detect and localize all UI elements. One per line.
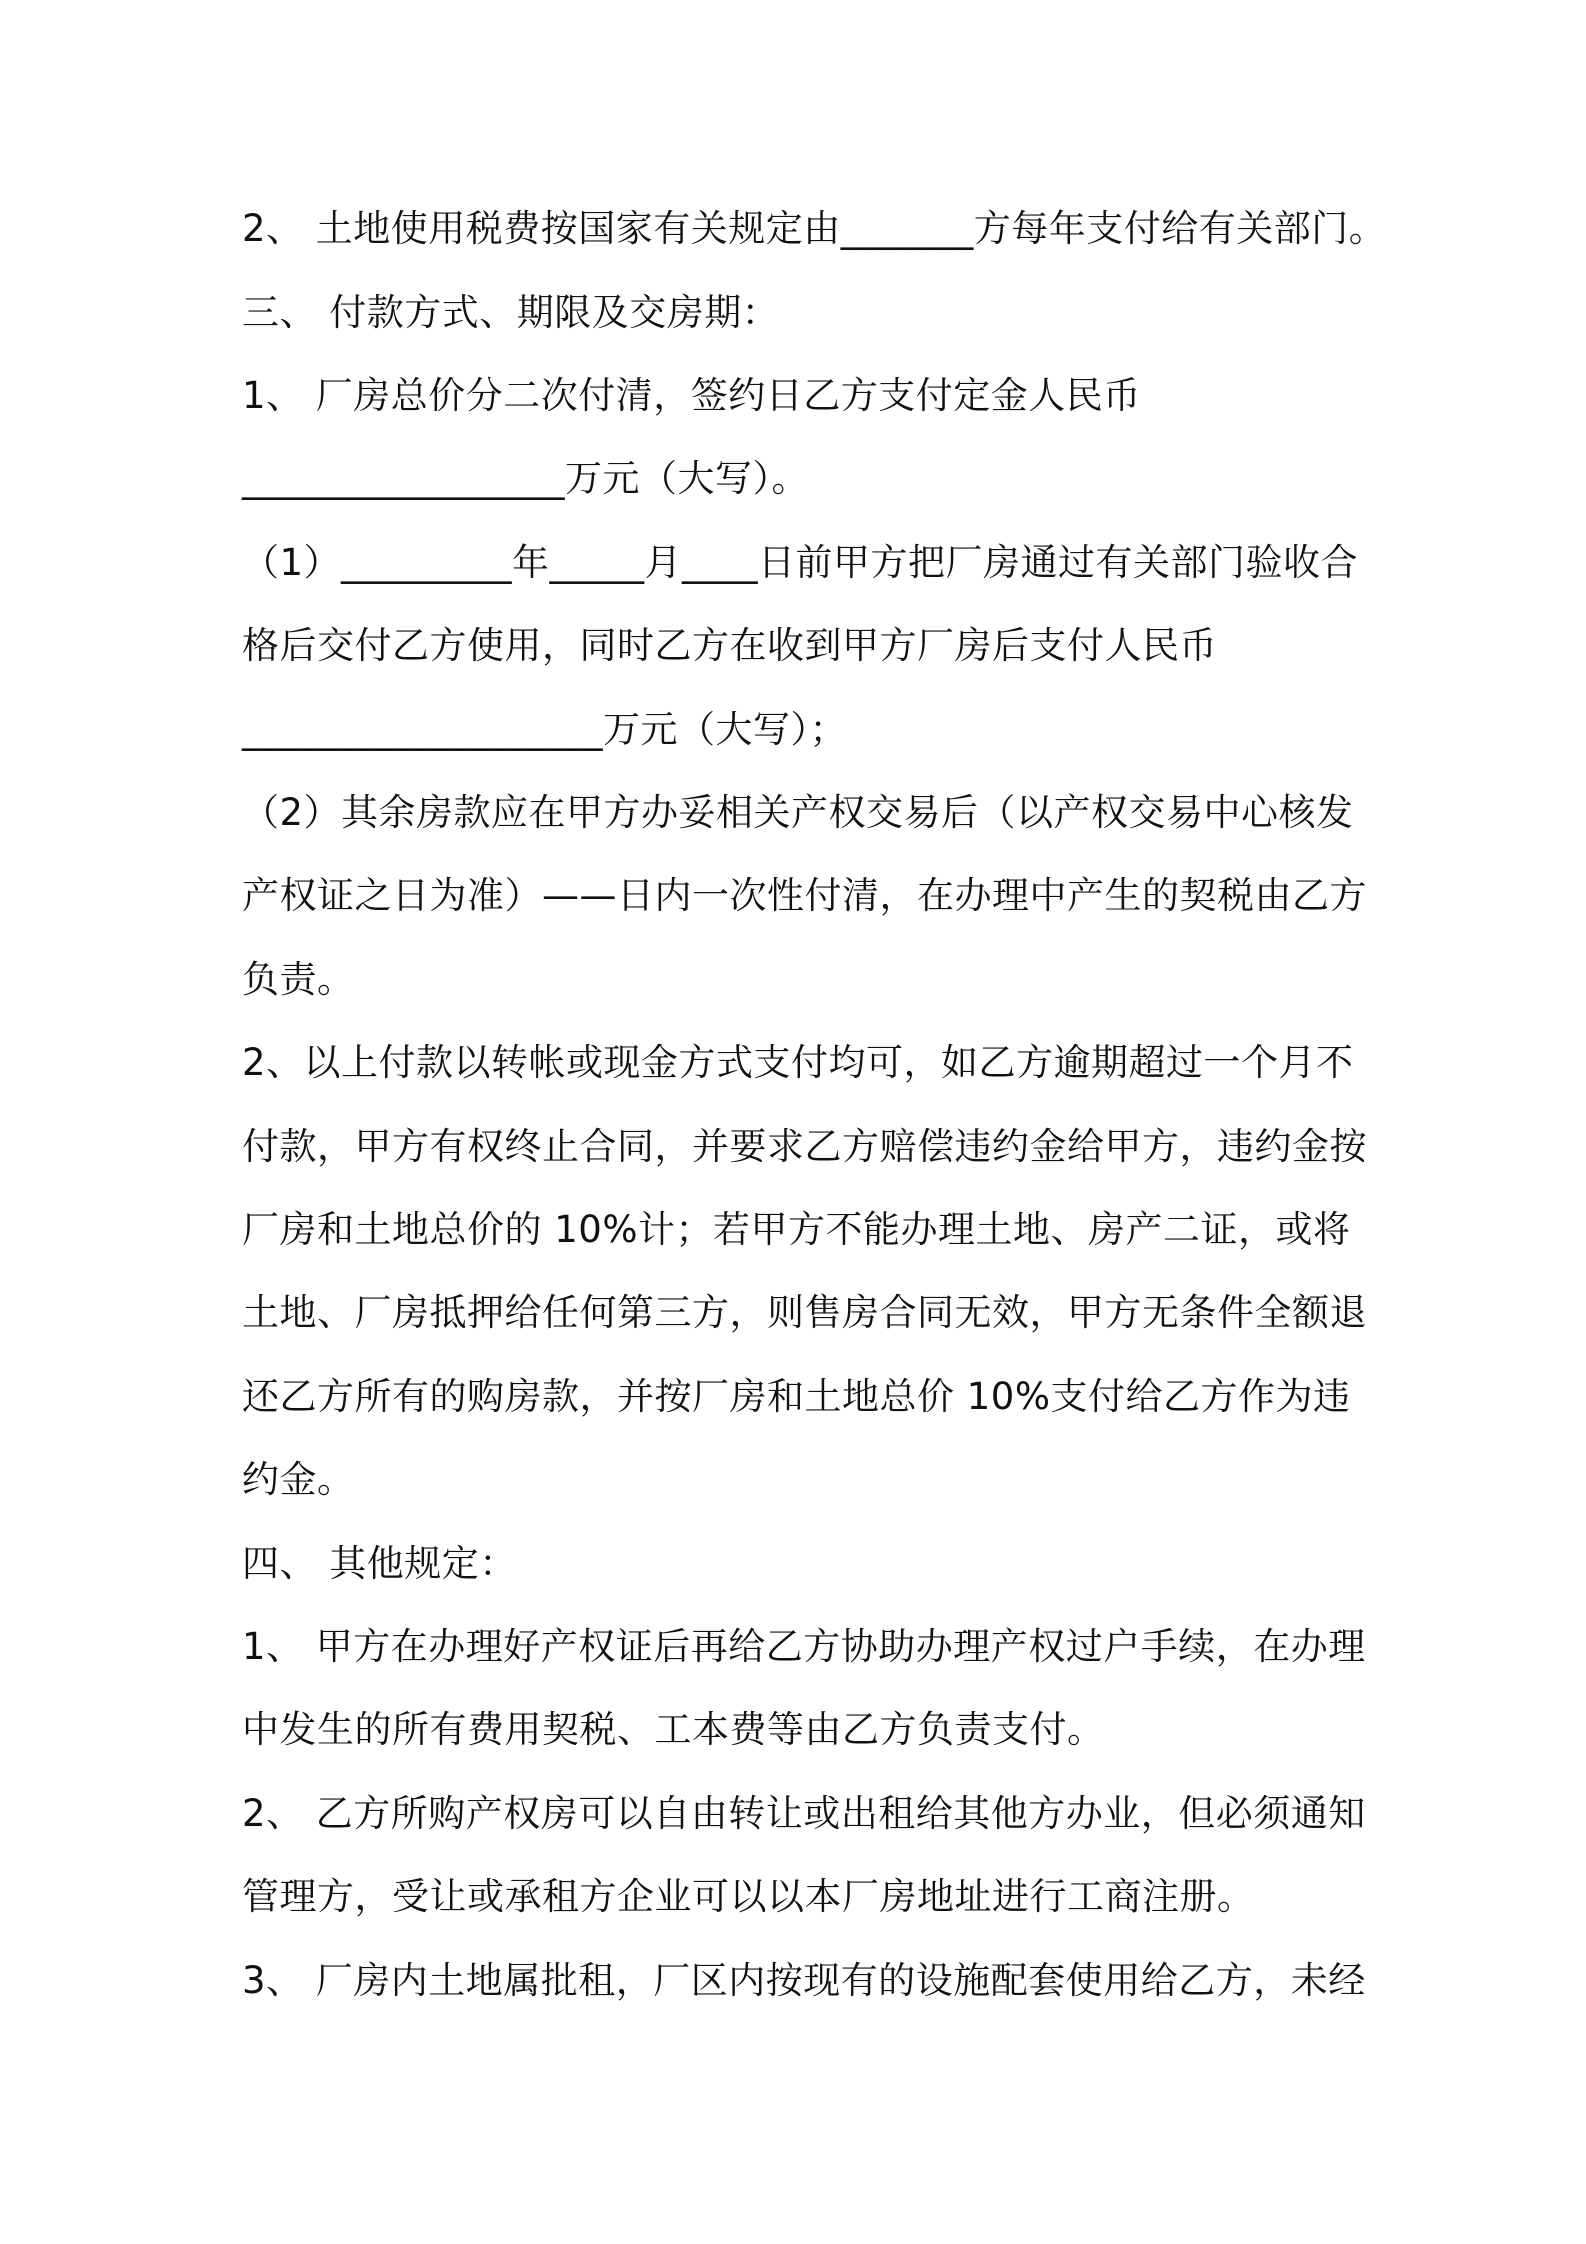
clause-2-payment-method-end: 约金。 [242, 1458, 355, 1501]
section-4-heading: 四、 其他规定： [242, 1542, 517, 1585]
clause-1-payment-amount: _________________万元（大写）。 [242, 457, 809, 500]
clause-2-payment-method-cont-4: 还乙方所有的购房款，并按厂房和土地总价 10%支付给乙方作为违 [242, 1375, 1351, 1418]
clause-1-item-1: （1）_________年_____月____日前甲方把厂房通过有关部门验收合 [242, 541, 1359, 584]
clause-2-payment-method: 2、以上付款以转帐或现金方式支付均可，如乙方逾期超过一个月不 [242, 1041, 1354, 1084]
clause-1-payment: 1、 厂房总价分二次付清，签约日乙方支付定金人民币 [242, 374, 1141, 417]
clause-1-item-1-amount: ___________________万元（大写）； [242, 708, 847, 751]
clause-2-land-tax: 2、 土地使用税费按国家有关规定由_______方每年支付给有关部门。 [242, 207, 1387, 250]
section-4-clause-1-cont: 中发生的所有费用契税、工本费等由乙方负责支付。 [242, 1708, 1105, 1751]
clause-1-item-2-cont: 产权证之日为准）——日内一次性付清，在办理中产生的契税由乙方 [242, 874, 1367, 917]
clause-1-item-2-end: 负责。 [242, 958, 355, 1001]
clause-2-payment-method-cont-2: 厂房和土地总价的 10%计；若甲方不能办理土地、房产二证，或将 [242, 1208, 1351, 1251]
section-4-clause-2-cont: 管理方，受让或承租方企业可以以本厂房地址进行工商注册。 [242, 1875, 1255, 1918]
clause-1-item-2: （2）其余房款应在甲方办妥相关产权交易后（以产权交易中心核发 [242, 791, 1354, 834]
clause-2-payment-method-cont-3: 土地、厂房抵押给任何第三方，则售房合同无效，甲方无条件全额退 [242, 1291, 1367, 1334]
section-4-clause-1: 1、 甲方在办理好产权证后再给乙方协助办理产权过户手续，在办理 [242, 1625, 1366, 1668]
clause-2-payment-method-cont-1: 付款，甲方有权终止合同，并要求乙方赔偿违约金给甲方，违约金按 [242, 1125, 1367, 1168]
section-4-clause-2: 2、 乙方所购产权房可以自由转让或出租给其他方办业，但必须通知 [242, 1792, 1366, 1835]
section-4-clause-3: 3、 厂房内土地属批租，厂区内按现有的设施配套使用给乙方，未经 [242, 1959, 1366, 2002]
clause-1-item-1-cont: 格后交付乙方使用，同时乙方在收到甲方厂房后支付人民币 [242, 624, 1217, 667]
section-3-heading: 三、 付款方式、期限及交房期： [242, 291, 780, 334]
